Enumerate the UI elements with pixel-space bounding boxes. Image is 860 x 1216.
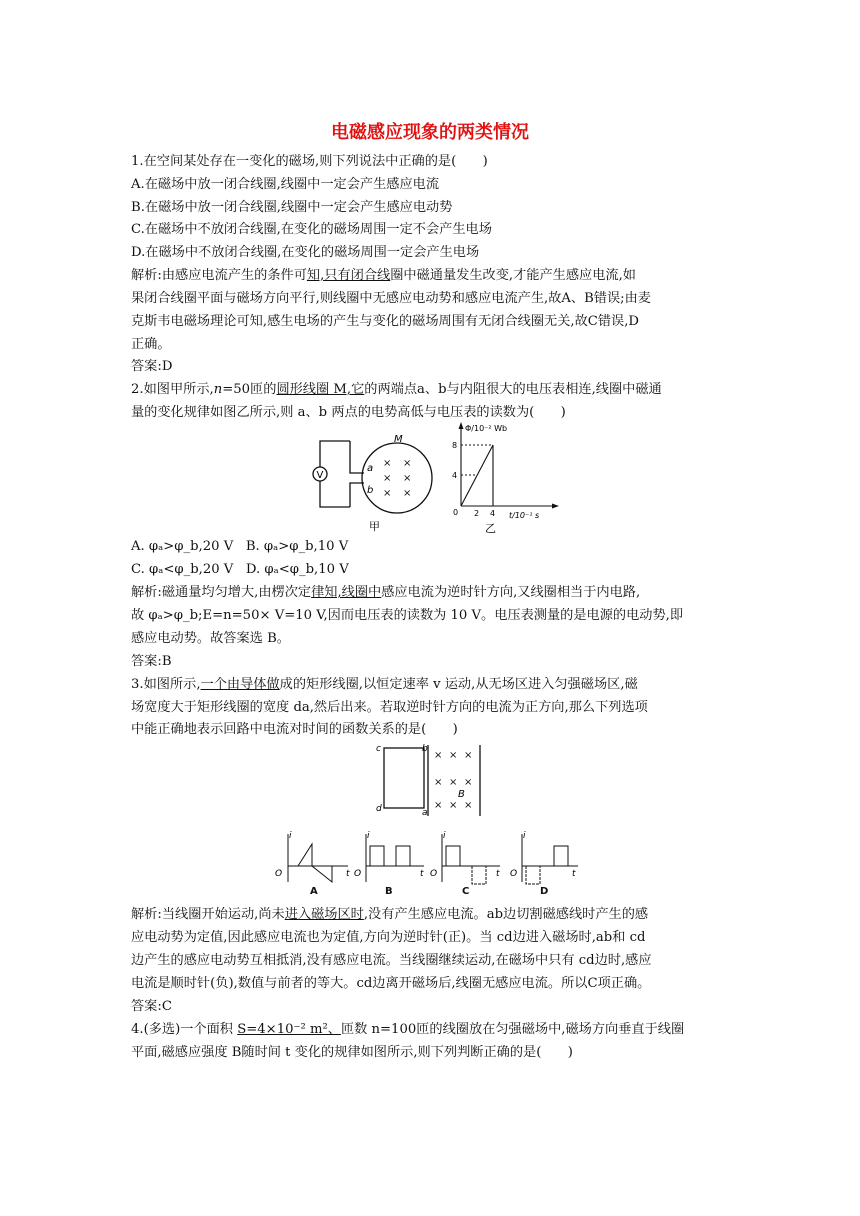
axis-o: O	[275, 869, 283, 879]
q1-option-b: B.在磁场中放一闭合线圈,线圈中一定会产生感应电动势	[131, 200, 453, 215]
svg-text:×: ×	[464, 800, 473, 811]
voltmeter-label: V	[316, 470, 324, 481]
figure-label-yi: 乙	[485, 522, 496, 535]
page-title: 电磁感应现象的两类情况	[331, 122, 529, 143]
svg-text:×: ×	[449, 800, 458, 811]
q2-stem-line1: 2.如图甲所示,n=50匝的圆形线圈 M,它的两端点a、b与内阻很大的电压表相连,线圈中磁通	[131, 382, 662, 397]
q1-option-c: C.在磁场中不放闭合线圈,在变化的磁场周围一定不会产生电场	[131, 222, 492, 237]
q2-options-ab: A. φₐ>φ_b,20 V B. φₐ>φ_b,10 V	[131, 539, 349, 554]
svg-text:×: ×	[464, 777, 473, 788]
q1-explanation-line2: 果闭合线圈平面与磁场方向平行,则线圈中无感应电动势和感应电流产生,故A、B错误;由麦	[131, 291, 651, 306]
axis-i: i	[289, 831, 292, 841]
svg-text:×: ×	[434, 777, 443, 788]
q4-stem-line2: 平面,磁感应强度 B随时间 t 变化的规律如图所示,则下列判断正确的是( )	[131, 1045, 573, 1060]
q2-options-cd: C. φₐ<φ_b,20 V D. φₐ<φ_b,10 V	[131, 562, 349, 577]
figure-label-jia: 甲	[369, 520, 380, 533]
q1-explanation-line1: 解析:由感应电流产生的条件可知,只有闭合线圈中磁通量发生改变,才能产生感应电流,如	[131, 268, 636, 283]
q3-explanation-line2: 应电动势为定值,因此感应电流也为定值,方向为逆时针(正)。当 cd边进入磁场时,ab和 cd	[131, 930, 646, 945]
graph-a	[275, 831, 350, 882]
axis-t: t	[572, 869, 576, 879]
graph-label-b: B	[385, 886, 393, 897]
graph-label-d: D	[540, 886, 549, 897]
q1-explanation-line4: 正确。	[131, 337, 171, 352]
axis-o: O	[354, 869, 362, 879]
q2-stem-line2: 量的变化规律如图乙所示,则 a、b 两点的电势高低与电压表的读数为( )	[131, 405, 566, 420]
svg-text:×: ×	[383, 473, 392, 484]
q3-stem-line1: 3.如图所示,一个由导体做成的矩形线圈,以恒定速率 v 运动,从无场区进入匀强磁场区,磁	[131, 677, 638, 692]
graph-b	[354, 831, 424, 882]
svg-text:×: ×	[403, 458, 412, 469]
svg-text:×: ×	[434, 800, 443, 811]
point-a-label: a	[367, 463, 374, 474]
q1-explanation-line3: 克斯韦电磁场理论可知,感生电场的产生与变化的磁场周围有无闭合线圈无关,故C错误,D	[131, 314, 639, 329]
q1-option-d: D.在磁场中不放闭合线圈,在变化的磁场周围一定会产生电场	[131, 245, 480, 260]
corner-a-label: a	[422, 808, 428, 818]
q3-stem-line2: 场宽度大于矩形线圈的宽度 da,然后出来。若取逆时针方向的电流为正方向,那么下列选项	[131, 700, 648, 715]
q3-figure-loop	[372, 742, 492, 822]
axis-o: O	[430, 869, 438, 879]
q2-figure-flux-graph	[445, 420, 565, 535]
svg-text:×: ×	[403, 488, 412, 499]
tick-x4: 4	[490, 509, 496, 518]
point-b-label: b	[367, 485, 374, 496]
graph-c	[430, 831, 500, 884]
tick-origin: 0	[453, 508, 459, 517]
axis-i: i	[443, 831, 446, 841]
q1-option-a: A.在磁场中放一闭合线圈,线圈中一定会产生感应电流	[131, 177, 440, 192]
axis-t: t	[496, 869, 500, 879]
q2-answer: 答案:B	[131, 654, 172, 669]
tick-x2: 2	[474, 509, 480, 518]
flux-axis-label: Φ/10⁻² Wb	[465, 424, 508, 433]
q2-explanation-line2: 故 φₐ>φ_b;E=n=50× V=10 V,因而电压表的读数为 10 V。电压表测量的是电源的电动势,即	[131, 608, 684, 623]
graph-label-c: C	[462, 886, 470, 897]
svg-text:×: ×	[383, 458, 392, 469]
axis-i: i	[523, 831, 526, 841]
graph-label-a: A	[310, 886, 318, 897]
q4-stem-line1: 4.(多选)一个面积 S=4×10⁻² m²、匝数 n=100匝的线圈放在匀强磁场中,磁场方向垂直于线圈	[131, 1022, 685, 1037]
q3-explanation-line3: 边产生的感应电动势互相抵消,没有感应电流。当线圈继续运动,在磁场中只有 cd边时,感应	[131, 953, 652, 968]
tick-y8: 8	[452, 441, 458, 450]
q1-answer: 答案:D	[131, 359, 173, 374]
graph-d	[510, 831, 578, 884]
svg-text:×: ×	[403, 473, 412, 484]
axis-t: t	[346, 869, 350, 879]
corner-d-label: d	[376, 804, 382, 814]
q2-explanation-line1: 解析:磁通量均匀增大,由楞次定律知,线圈中感应电流为逆时针方向,又线圈相当于内电路,	[131, 585, 641, 600]
q3-figure-current-graphs	[272, 826, 582, 886]
axis-i: i	[367, 831, 370, 841]
axis-o: O	[510, 869, 518, 879]
svg-text:×: ×	[464, 750, 473, 761]
time-axis-label: t/10⁻¹ s	[509, 511, 540, 520]
corner-c-label: c	[376, 744, 381, 754]
coil-label-m: M	[394, 434, 403, 445]
field-label-b: B	[458, 789, 465, 800]
q3-stem-line3: 中能正确地表示回路中电流对时间的函数关系的是( )	[131, 722, 458, 737]
q2-figure-circuit	[312, 425, 442, 535]
q1-stem: 1.在空间某处存在一变化的磁场,则下列说法中正确的是( )	[131, 154, 488, 169]
svg-text:×: ×	[434, 750, 443, 761]
svg-text:×: ×	[449, 777, 458, 788]
axis-t: t	[420, 869, 424, 879]
svg-text:×: ×	[449, 750, 458, 761]
tick-y4: 4	[452, 471, 458, 480]
q3-answer: 答案:C	[131, 999, 172, 1014]
corner-b-label: b	[422, 744, 428, 754]
svg-text:×: ×	[383, 488, 392, 499]
q2-explanation-line3: 感应电动势。故答案选 B。	[131, 631, 290, 646]
q3-explanation-line1: 解析:当线圈开始运动,尚未进入磁场区时,没有产生感应电流。ab边切割磁感线时产生的感	[131, 907, 649, 922]
q3-explanation-line4: 电流是顺时针(负),数值与前者的等大。cd边离开磁场后,线圈无感应电流。所以C项正确。	[131, 976, 651, 991]
